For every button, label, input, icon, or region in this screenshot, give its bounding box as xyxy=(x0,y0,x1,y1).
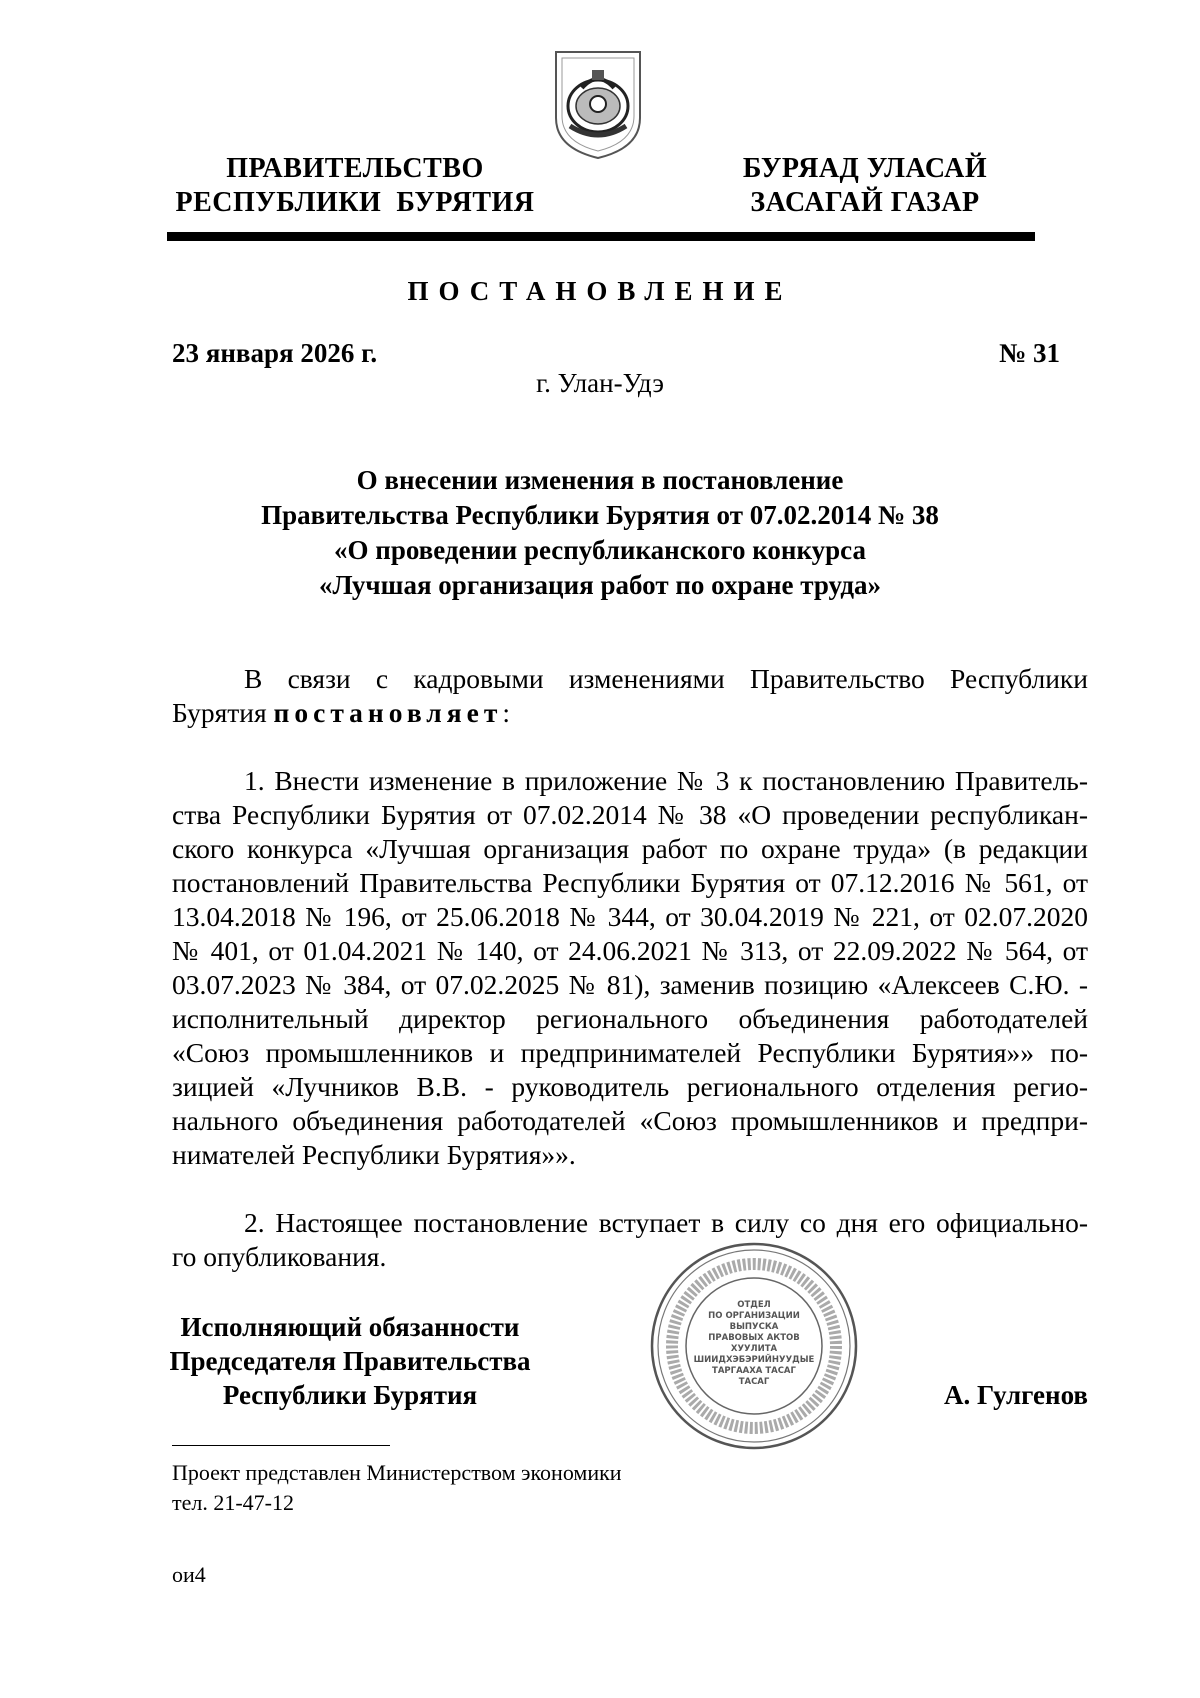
stamp-line: ПО ОРГАНИЗАЦИИ xyxy=(708,1311,800,1321)
header-left-line1: ПРАВИТЕЛЬСТВО xyxy=(226,153,484,184)
item1-line: 1. Внести изменение в приложение № 3 к постановлению Правитель- xyxy=(244,765,1088,796)
item1-line: «Союз промышленников и предпринимателей Республики Бурятия»» по- xyxy=(172,1037,1088,1068)
position-line3: Республики Бурятия xyxy=(222,1380,478,1410)
stamp-center-text xyxy=(688,1300,820,1388)
stamp-line: ОТДЕЛ xyxy=(737,1300,771,1310)
item1-line: зицией «Лучников В.В. - руководитель регионального отделения регио- xyxy=(172,1071,1088,1102)
stamp-line: ПРАВОВЫХ АКТОВ xyxy=(708,1333,800,1343)
item2-line: 2. Настоящее постановление вступает в силу со дня его официально- xyxy=(244,1207,1088,1238)
footnote-phone: тел. 21-47-12 xyxy=(172,1490,295,1515)
item1-line: 03.07.2023 № 384, от 07.02.2025 № 81), заменив позицию «Алексеев С.Ю. - xyxy=(172,969,1088,1000)
item2-line: го опубликования. xyxy=(172,1241,387,1272)
item1-line: нального объединения работодателей «Союз промышленников и предпри- xyxy=(172,1105,1088,1136)
stamp-line: ТАСАГ xyxy=(738,1377,770,1387)
title-line: О внесении изменения в постановление xyxy=(356,465,844,495)
stamp-line: ХУУЛИТА xyxy=(730,1344,778,1354)
footnote-divider xyxy=(172,1445,390,1446)
item1-line: № 401, от 01.04.2021 № 140, от 24.06.2021 № 313, от 22.09.2022 № 564, от xyxy=(172,935,1088,966)
item1-line: исполнительный директор регионального объединения работодателей xyxy=(172,1003,1088,1034)
title-line: «Лучшая организация работ по охране труда» xyxy=(318,570,881,600)
doc-number: № 31 xyxy=(999,338,1060,368)
header-left xyxy=(160,152,550,220)
signatory-position xyxy=(150,1310,550,1412)
doc-title xyxy=(0,463,1200,603)
preamble-line2 xyxy=(172,696,1088,730)
header-left-line2: РЕСПУБЛИКИ БУРЯТИЯ xyxy=(175,187,535,218)
stamp-line: ШИИДХЭБЭРИЙНУУДЫЕ xyxy=(693,1355,815,1365)
header-right-line2: ЗАСАГАЙ ГАЗАР xyxy=(750,187,980,218)
preamble-start: Бурятия xyxy=(172,697,274,728)
doc-date: 23 января 2026 г. xyxy=(172,338,378,368)
item1-line: 13.04.2018 № 196, от 25.06.2018 № 344, от 30.04.2019 № 221, от 02.07.2020 xyxy=(172,901,1088,932)
header-divider xyxy=(167,232,1035,241)
position-line2: Председателя Правительства xyxy=(169,1346,531,1376)
stamp-line: ТАРГААХА ТАСАГ xyxy=(712,1366,796,1376)
coat-of-arms-icon xyxy=(552,48,644,162)
title-line: Правительства Республики Бурятия от 07.02.2014 № 38 xyxy=(261,500,939,530)
stamp-line: ВЫПУСКА xyxy=(729,1322,779,1332)
document-code: ои4 xyxy=(172,1562,206,1587)
signatory-name: А. Гулгенов xyxy=(944,1380,1088,1410)
doc-city: г. Улан-Удэ xyxy=(536,368,664,398)
preamble-emphasis: постановляет xyxy=(273,697,503,728)
header-right xyxy=(690,152,1040,220)
header-right-line1: БУРЯАД УЛАСАЙ xyxy=(742,153,988,184)
item1-line: нимателей Республики Бурятия»». xyxy=(172,1139,576,1170)
preamble-line1: В связи с кадровыми изменениями Правительство Республики xyxy=(244,663,1088,694)
preamble-end: : xyxy=(502,697,510,728)
item1-line: постановлений Правительства Республики Бурятия от 07.12.2016 № 561, от xyxy=(172,867,1088,898)
title-line: «О проведении республиканского конкурса xyxy=(334,535,866,565)
position-line1: Исполняющий обязанности xyxy=(180,1312,520,1342)
doc-type-heading: ПОСТАНОВЛЕНИЕ xyxy=(407,276,793,306)
item1-line: ского конкурса «Лучшая организация работ по охране труда» (в редакции xyxy=(172,833,1088,864)
item1-line: ства Республики Бурятия от 07.02.2014 № 38 «О проведении республикан- xyxy=(172,799,1088,830)
footnote-prepared-by: Проект представлен Министерством экономики xyxy=(172,1460,622,1485)
official-stamp xyxy=(648,1240,860,1452)
